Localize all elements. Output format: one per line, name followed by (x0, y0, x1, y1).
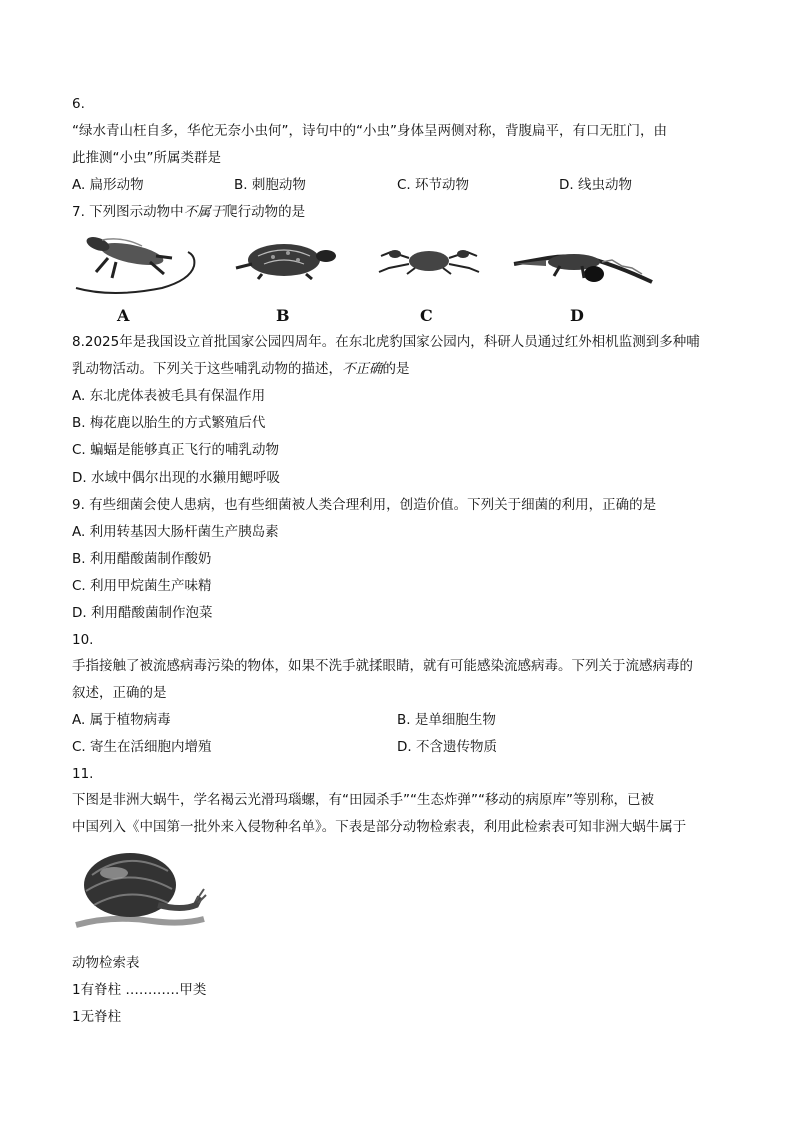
key-row-2: 1无脊柱 (72, 1009, 122, 1025)
snail-image (72, 845, 208, 937)
q8-option-d: D. 水域中偶尔出现的水獭用鳃呼吸 (72, 470, 280, 486)
q10-option-b: B. 是单细胞生物 (397, 712, 496, 728)
q8-line2-emphasis: 不正确 (342, 361, 383, 377)
q10-text-line2: 叙述，正确的是 (72, 685, 167, 701)
crocodile-image (512, 238, 658, 288)
q9-option-c: C. 利用甲烷菌生产味精 (72, 578, 212, 594)
q7-label-c: C (420, 306, 433, 325)
q10-option-d: D. 不含遗传物质 (397, 739, 497, 755)
q7-label-a: A (117, 306, 130, 325)
q11-text-line2: 中国列入《中国第一批外来入侵物种名单》。下表是部分动物检索表，利用此检索表可知非洲大蜗牛属于 (72, 819, 687, 835)
q6-text-line2: 此推测“小虫”所属类群是 (72, 150, 221, 166)
q7-stem (72, 203, 305, 221)
q9-option-a: A. 利用转基因大肠杆菌生产胰岛素 (72, 524, 279, 540)
q7-stem-end: 爬行动物的是 (224, 204, 306, 220)
q10-text-line1: 手指接触了被流感病毒污染的物体，如果不洗手就揉眼睛，就有可能感染流感病毒。下列关于流感病毒的 (72, 658, 693, 674)
key-row-1: 1有脊柱 …………甲类 (72, 982, 207, 998)
q8-option-a: A. 东北虎体表被毛具有保温作用 (72, 388, 266, 404)
q6-option-b: B. 刺胞动物 (234, 177, 306, 193)
q6-option-d: D. 线虫动物 (559, 177, 632, 193)
q10-number: 10. (72, 632, 94, 648)
q9-option-b: B. 利用醋酸菌制作酸奶 (72, 551, 212, 567)
q10-option-c: C. 寄生在活细胞内增殖 (72, 739, 212, 755)
q7-stem-emphasis: 不属于 (183, 204, 225, 220)
q11-number: 11. (72, 766, 94, 782)
q8-text-line2 (72, 360, 410, 378)
q8-option-b: B. 梅花鹿以胎生的方式繁殖后代 (72, 415, 266, 431)
q7-label-b: B (276, 306, 290, 325)
q8-line2-end: 的是 (382, 361, 410, 377)
q7-label-d: D (570, 306, 584, 325)
q9-stem: 9. 有些细菌会使人患病，也有些细菌被人类合理利用，创造价值。下列关于细菌的利用，正确的是 (72, 497, 657, 513)
q7-stem-start: 7. 下列图示动物中 (72, 204, 184, 220)
q10-option-a: A. 属于植物病毒 (72, 712, 171, 728)
q6-option-a: A. 扁形动物 (72, 177, 144, 193)
q6-text-line1: “绿水青山枉自多，华佗无奈小虫何”，诗句中的“小虫”身体呈两侧对称，背腹扁平，有口无肛门，由 (72, 123, 667, 139)
turtle-image (228, 238, 340, 280)
q9-option-d: D. 利用醋酸菌制作泡菜 (72, 605, 213, 621)
q11-text-line1: 下图是非洲大蜗牛，学名褐云光滑玛瑙螺，有“田园杀手”“生态炸弹”“移动的病原库”等别称，已被 (72, 792, 654, 808)
q8-text-line1: 8.2025年是我国设立首批国家公园四周年。在东北虎豹国家公园内，科研人员通过红外相机监测到多种哺 (72, 334, 700, 350)
key-title: 动物检索表 (72, 955, 140, 971)
q6-option-c: C. 环节动物 (397, 177, 470, 193)
q8-line2-start: 乳动物活动。下列关于这些哺乳动物的描述， (72, 361, 342, 377)
q6-number: 6. (72, 96, 85, 112)
crab-image (377, 246, 481, 276)
q8-option-c: C. 蝙蝠是能够真正飞行的哺乳动物 (72, 442, 280, 458)
lizard-image (72, 228, 202, 298)
